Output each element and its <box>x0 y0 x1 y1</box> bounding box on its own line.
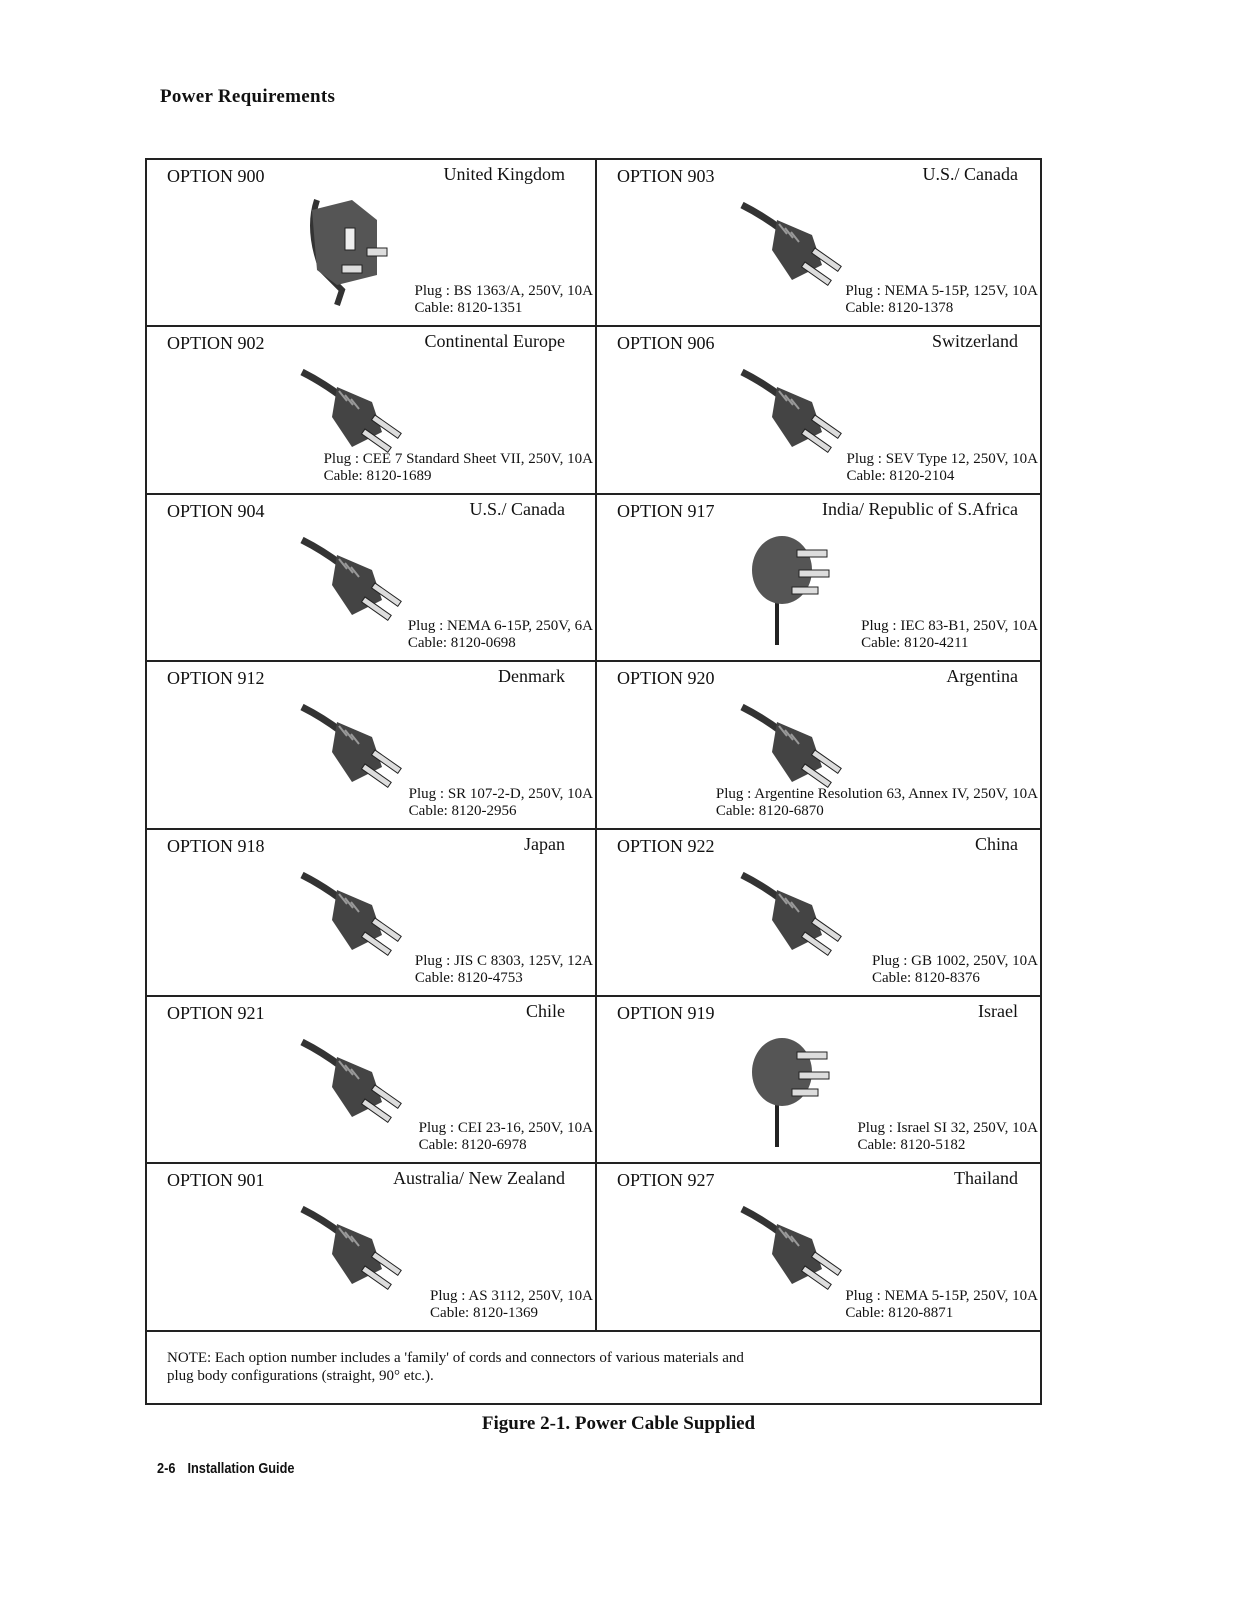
israel-plug-icon <box>737 1027 877 1152</box>
cable-part-number: Cable: 8120-1378 <box>845 300 954 317</box>
plug-specs <box>847 451 1038 485</box>
plug-spec: Plug : SR 107-2-D, 250V, 10A <box>408 785 593 802</box>
plug-spec: Plug : IEC 83-B1, 250V, 10A <box>861 618 1038 635</box>
figure-note <box>167 1349 744 1385</box>
cable-part-number: Cable: 8120-4753 <box>414 969 523 986</box>
cable-part-number: Cable: 8120-0698 <box>407 635 516 652</box>
plug-specs <box>872 953 1038 987</box>
country-name: Argentina <box>946 666 1018 687</box>
power-cable-figure <box>145 158 1042 1405</box>
country-name: China <box>975 833 1018 854</box>
plug-spec: Plug : NEMA 5-15P, 125V, 10A <box>845 283 1038 300</box>
option-number: OPTION 904 <box>167 500 265 521</box>
page-footer <box>157 1460 294 1477</box>
country-name: India/ Republic of S.Africa <box>822 498 1018 519</box>
australia-plug-icon <box>297 1194 437 1319</box>
plug-spec: Plug : NEMA 6-15P, 250V, 6A <box>407 618 593 635</box>
option-cell <box>147 662 597 829</box>
cable-part-number: Cable: 8120-6870 <box>715 802 824 819</box>
cable-part-number: Cable: 8120-8376 <box>872 969 980 986</box>
option-cell <box>597 160 1040 327</box>
plug-specs <box>419 1120 593 1154</box>
option-number: OPTION 903 <box>617 166 715 186</box>
option-cell <box>147 1164 597 1331</box>
country-name: Israel <box>978 1001 1018 1021</box>
option-number: OPTION 912 <box>167 668 265 689</box>
option-number: OPTION 921 <box>167 1003 265 1023</box>
option-number: OPTION 920 <box>617 668 715 689</box>
plug-spec: Plug : SEV Type 12, 250V, 10A <box>846 450 1038 467</box>
option-cell <box>147 160 597 327</box>
section-title: Power Requirements <box>160 86 336 107</box>
plug-spec: Plug : Israel SI 32, 250V, 10A <box>857 1120 1038 1137</box>
option-cell <box>597 830 1040 997</box>
plug-spec: Plug : NEMA 5-15P, 250V, 10A <box>845 1287 1038 1304</box>
option-cell <box>147 327 597 494</box>
plug-spec: Plug : JIS C 8303, 125V, 12A <box>414 952 593 969</box>
option-number: OPTION 918 <box>167 835 265 856</box>
option-cell <box>147 997 597 1164</box>
country-name: U.S./ Canada <box>922 164 1018 184</box>
country-name: Thailand <box>954 1168 1018 1189</box>
plug-spec: Plug : GB 1002, 250V, 10A <box>872 952 1038 969</box>
chile-plug-icon <box>297 1027 437 1152</box>
option-cell <box>597 1164 1040 1331</box>
country-name: U.S./ Canada <box>469 498 565 519</box>
country-name: Denmark <box>498 666 565 687</box>
option-cell <box>597 495 1040 662</box>
figure-caption: Figure 2-1. Power Cable Supplied <box>481 1413 756 1434</box>
option-cell <box>597 662 1040 829</box>
cable-part-number: Cable: 8120-2956 <box>408 802 517 819</box>
cable-part-number: Cable: 8120-4211 <box>861 635 969 652</box>
plug-specs <box>845 283 1038 317</box>
country-name: Chile <box>526 1001 565 1021</box>
china-plug-icon <box>737 860 877 985</box>
option-number: OPTION 901 <box>167 1170 265 1191</box>
plug-specs <box>414 283 593 317</box>
country-name: Japan <box>524 833 565 854</box>
cable-part-number: Cable: 8120-8871 <box>845 1304 954 1321</box>
country-name: Australia/ New Zealand <box>393 1168 565 1189</box>
options-grid <box>147 160 1040 1332</box>
plug-specs <box>430 1288 593 1322</box>
cable-part-number: Cable: 8120-1369 <box>430 1304 538 1321</box>
option-number: OPTION 922 <box>617 835 715 856</box>
plug-specs <box>857 1120 1038 1154</box>
option-number: OPTION 917 <box>617 500 715 521</box>
plug-spec: Plug : AS 3112, 250V, 10A <box>430 1287 593 1304</box>
option-number: OPTION 919 <box>617 1003 715 1023</box>
plug-spec: Plug : CEI 23-16, 250V, 10A <box>418 1120 593 1137</box>
cable-part-number: Cable: 8120-6978 <box>418 1137 527 1154</box>
plug-specs <box>415 953 593 987</box>
option-cell <box>597 327 1040 494</box>
option-number: OPTION 906 <box>617 333 715 354</box>
plug-specs <box>324 451 593 485</box>
option-cell <box>597 997 1040 1164</box>
country-name: United Kingdom <box>443 164 565 184</box>
plug-spec: Plug : Argentine Resolution 63, Annex IV, 250V, 10A <box>715 785 1038 802</box>
option-number: OPTION 927 <box>617 1170 715 1191</box>
cable-part-number: Cable: 8120-5182 <box>857 1137 966 1154</box>
note-line-2: plug body configurations (straight, 90° etc.). <box>167 1368 434 1384</box>
footer-page-number: 2-6 <box>157 1460 176 1477</box>
country-name: Switzerland <box>932 331 1018 352</box>
footer-text: Installation Guide <box>187 1460 295 1477</box>
plug-specs <box>845 1288 1038 1322</box>
option-number: OPTION 902 <box>167 333 265 354</box>
country-name: Continental Europe <box>424 331 565 352</box>
cable-part-number: Cable: 8120-2104 <box>846 467 955 484</box>
india-plug-icon <box>737 525 877 650</box>
plug-specs <box>861 618 1038 652</box>
cable-part-number: Cable: 8120-1351 <box>414 300 523 317</box>
option-cell <box>147 830 597 997</box>
plug-specs <box>408 618 593 652</box>
plug-specs <box>716 786 1038 820</box>
option-cell <box>147 495 597 662</box>
cable-part-number: Cable: 8120-1689 <box>323 467 432 484</box>
plug-specs <box>409 786 593 820</box>
plug-spec: Plug : CEE 7 Standard Sheet VII, 250V, 10A <box>323 450 593 467</box>
option-number: OPTION 900 <box>167 166 265 186</box>
note-line-1: NOTE: Each option number includes a 'family' of cords and connectors of various materials and <box>167 1350 744 1366</box>
plug-spec: Plug : BS 1363/A, 250V, 10A <box>414 283 593 300</box>
